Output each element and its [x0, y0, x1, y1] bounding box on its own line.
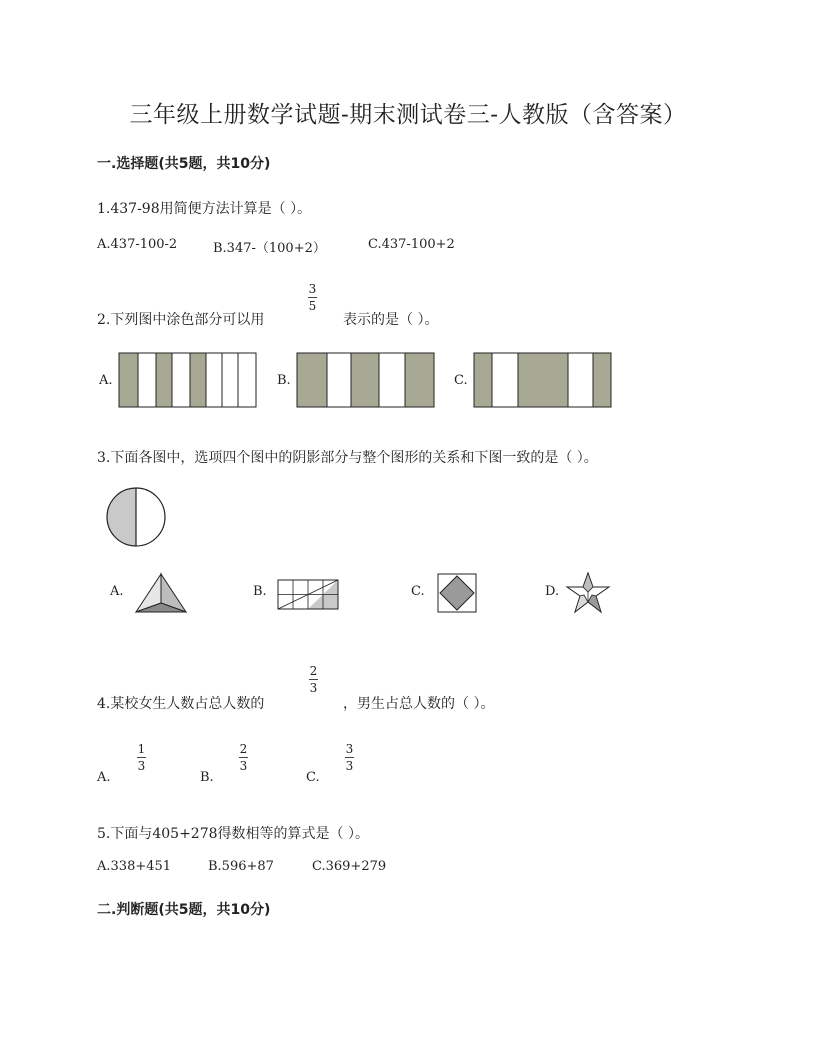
question-4-option-b-label: B. — [200, 770, 214, 785]
fraction-denominator: 3 — [137, 759, 146, 773]
fraction-bar — [309, 679, 318, 680]
question-3-figure-d-star — [564, 570, 612, 616]
strip-white — [379, 353, 405, 407]
fraction-numerator: 1 — [137, 742, 146, 756]
question-4-text-after: ，男生占总人数的（ ）。 — [343, 696, 495, 712]
question-3-text: 3.下面各图中，选项四个图中的阴影部分与整个图形的关系和下图一致的是（ ）。 — [97, 450, 598, 466]
question-4-option-c-fraction — [345, 742, 354, 773]
question-2-label-a: A. — [99, 373, 113, 388]
question-3-figure-c-square — [436, 572, 478, 614]
fraction-numerator: 2 — [309, 664, 318, 678]
strip-shaded — [593, 353, 611, 407]
strip-shaded — [518, 353, 568, 407]
section-heading-judgment: 二.判断题(共5题，共10分) — [97, 902, 271, 918]
question-1-option-a: A.437-100-2 — [97, 237, 178, 252]
strip-shaded — [119, 353, 138, 407]
question-2-fraction — [308, 282, 317, 313]
strip-white — [138, 353, 156, 407]
fraction-denominator: 3 — [239, 759, 248, 773]
fraction-numerator: 3 — [345, 742, 354, 756]
question-3-figure-a-triangle — [133, 571, 189, 615]
question-5-text: 5.下面与405+278得数相等的算式是（ ）。 — [97, 826, 369, 842]
strip-shaded — [351, 353, 379, 407]
strip-shaded — [156, 353, 172, 407]
question-3-label-d: D. — [545, 584, 560, 599]
fraction-bar — [308, 297, 317, 298]
question-4-text-before: 4.某校女生人数占总人数的 — [97, 696, 265, 712]
question-3-label-c: C. — [411, 584, 425, 599]
strip-white — [238, 353, 256, 407]
question-3-label-a: A. — [110, 584, 124, 599]
question-4-fraction — [309, 664, 318, 695]
question-2-text-before: 2.下列图中涂色部分可以用 — [97, 312, 265, 328]
question-2-label-c: C. — [454, 373, 468, 388]
question-5-option-c: C.369+279 — [312, 859, 387, 874]
question-1-option-c: C.437-100+2 — [368, 237, 455, 252]
page-title: 三年级上册数学试题-期末测试卷三-人教版（含答案） — [129, 102, 687, 128]
strip-white — [206, 353, 222, 407]
fraction-denominator: 3 — [345, 759, 354, 773]
question-3-figure-b-grid — [276, 578, 340, 612]
question-3-label-b: B. — [253, 584, 267, 599]
question-2-figure-c — [473, 352, 613, 408]
strip-white — [172, 353, 190, 407]
strip-white — [327, 353, 351, 407]
question-2-label-b: B. — [277, 373, 291, 388]
question-2-figure-b — [296, 352, 436, 408]
question-1-text: 1.437-98用简便方法计算是（ ）。 — [97, 201, 312, 217]
fraction-bar — [239, 757, 248, 758]
question-4-option-a-label: A. — [97, 770, 111, 785]
fraction-numerator: 2 — [239, 742, 248, 756]
strip-white — [222, 353, 238, 407]
strip-white — [492, 353, 518, 407]
fraction-denominator: 3 — [309, 681, 318, 695]
strip-shaded — [190, 353, 206, 407]
strip-white — [568, 353, 593, 407]
fraction-denominator: 5 — [308, 299, 317, 313]
section-heading-choice: 一.选择题(共5题，共10分) — [97, 156, 271, 172]
question-5-option-a: A.338+451 — [97, 859, 172, 874]
question-2-figure-a — [118, 352, 258, 408]
fraction-numerator: 3 — [308, 282, 317, 296]
question-1-option-b: B.347-（100+2） — [213, 241, 326, 256]
question-4-option-b-fraction — [239, 742, 248, 773]
question-5-option-b: B.596+87 — [208, 859, 274, 874]
question-4-option-a-fraction — [137, 742, 146, 773]
fraction-bar — [345, 757, 354, 758]
question-4-option-c-label: C. — [306, 770, 320, 785]
question-3-reference-circle — [104, 485, 168, 549]
strip-shaded — [297, 353, 327, 407]
half-shade — [107, 488, 136, 546]
fraction-bar — [137, 757, 146, 758]
strip-shaded — [474, 353, 492, 407]
strip-shaded — [405, 353, 434, 407]
question-2-text-after: 表示的是（ ）。 — [343, 312, 439, 328]
